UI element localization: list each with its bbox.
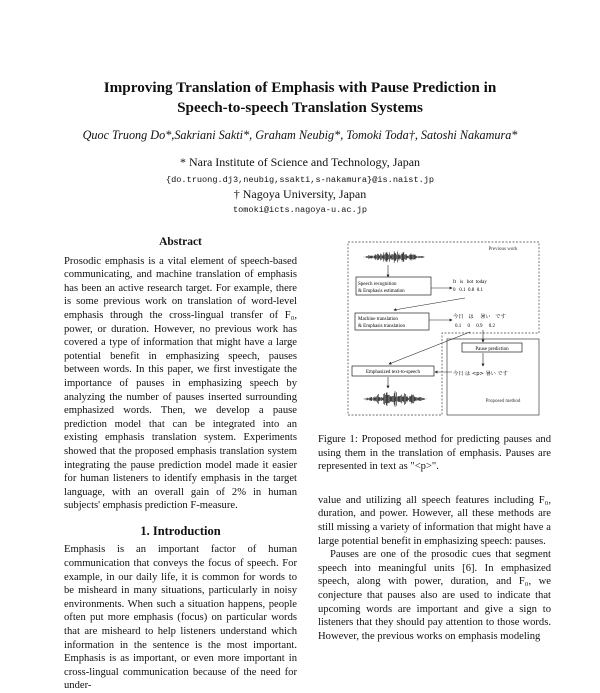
speech-recognition-label: Speech recognition <box>358 282 397 287</box>
output-waveform-icon <box>363 391 427 407</box>
right-column <box>318 433 551 643</box>
proposed-method-label: Proposed method <box>485 399 521 404</box>
affiliation-nagoya: † Nagoya University, Japan <box>233 187 367 201</box>
title-line-1: Improving Translation of Emphasis with Pause Prediction in <box>103 79 497 96</box>
english-emphasis-scores: 0 0.1 0.8 0.1 <box>453 288 483 293</box>
machine-translation-label: Machine translation <box>358 317 398 322</box>
japanese-with-pause: 今日 は <p> 暑い です <box>453 371 508 377</box>
figure-1-diagram <box>310 230 550 430</box>
input-waveform-icon <box>363 251 425 262</box>
emphasis-translation-label: & Emphasis translation <box>358 324 405 329</box>
abstract-heading: Abstract <box>159 236 202 248</box>
affiliation-naist: * Nara Institute of Science and Technology, Japan <box>179 155 421 169</box>
paper-title <box>0 78 600 118</box>
left-column <box>64 236 297 693</box>
email-naist: {do.truong.dj3,neubig,ssakti,s-nakamura}@is.naist.jp <box>165 175 435 185</box>
japanese-emphasis-scores: 0.1 0 0.9 0.2 <box>455 324 495 329</box>
previous-work-label: Previous work <box>488 247 518 252</box>
title-line-2: Speech-to-speech Translation Systems <box>177 99 423 116</box>
tts-label: Emphasized text-to-speech <box>365 370 421 375</box>
emphasis-estimation-label: & Emphasis estimation <box>358 289 405 294</box>
email-nagoya: tomoki@icts.nagoya-u.ac.jp <box>232 205 368 215</box>
japanese-words: 今日 は 暑い です <box>453 314 506 320</box>
introduction-heading: 1. Introduction <box>140 523 221 538</box>
english-words: It is hot today <box>453 280 487 285</box>
figure-caption: Figure 1: Proposed method for predicting pauses and using them in the translation of emphasis. Pauses are represented in text as "<p>". <box>318 434 551 473</box>
authors: Quoc Truong Do*,Sakriani Sakti*, Graham Neubig*, Tomoki Toda†, Satoshi Nakamura* <box>82 128 518 142</box>
pause-prediction-label: Pause prediction <box>475 347 509 352</box>
introduction-paragraph: Emphasis is an important factor of human communication that conveys the focus of speech. For example, in our daily life, it is common for words to be misheard in many situations, particularly in noisy environments. When such a situation happens, people often put more emphasis (focus) on particular words that are misheard to help listeners understand which information in the sentence is the most important. Emphasis is as important, or even more important in cross-lingual communication because of the need for under- <box>64 544 297 692</box>
abstract-text: Prosodic emphasis is a vital element of speech-based communicating, and machine translation of emphasis has been an active research target. For example, there is some previous work on translation of word-level emphasis through the cross-lingual transfer of F₀, power, or duration. However, no previous work has covered a type of information that might have a large potential benefit in emphasizing speech, pauses between words. In this paper, we first investigate the importance of pauses in emphasizing speech by analyzing the number of pauses inserted surrounding emphasized words. Then, we develop a pause prediction model that can be integrated into an existing emphasis translation system. Experiments showed that the proposed emphasis translation system integrating the pause prediction model made it easier for human listeners to identify emphasis in the target language, with an overall gain of 2% in human subjects' emphasis prediction F-measure. <box>64 255 297 512</box>
right-paragraph-2: Pauses are one of the prosodic cues that segment speech into meaningful units [6]. In emphasized speech, along with power, duration, and F₀, we conjecture that pauses also are used to indicate that upcoming words are important and give a sign to listeners that they should pay attention to those words. However, the previous works on emphasis modeling <box>318 549 551 642</box>
right-paragraph-1: value and utilizing all speech features including F₀, duration, and power. However, all these methods are still missing a variety of information that might have a large potential benefit in emphasizing speech: pauses. <box>318 494 551 547</box>
